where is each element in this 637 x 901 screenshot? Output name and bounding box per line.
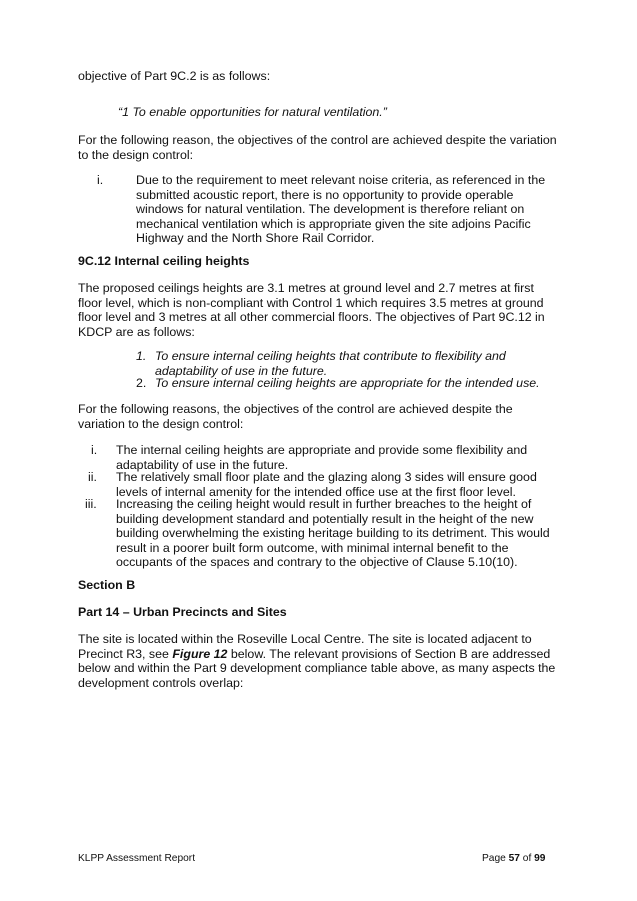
- reason-paragraph-1: For the following reason, the objectives of the control are achieved despite the variation to the design control:: [78, 133, 557, 162]
- site-text-b: below. The relevant provisions of Section B are addressed below and within the Part 9 development compliance table above, as many aspects the development controls overlap:: [78, 646, 556, 690]
- reason-paragraph-2: For the following reasons, the objectives of the control are achieved despite the variation to the design control:: [78, 402, 513, 431]
- list-text: Due to the requirement to meet relevant noise criteria, as referenced in the submitted acoustic report, there is no opportunity to provide operable windows for natural ventilation. The development is therefore reliant on mechanical ventilation which is appropriate given the site adjoins Pacific Highway and the North Shore Rail Corridor.: [136, 173, 546, 245]
- site-text-a: The site is located within the Roseville Local Centre. The site is located adjacent to Precinct R3, see: [78, 632, 532, 661]
- page-current: 57: [508, 853, 520, 864]
- ceiling-paragraph: The proposed ceilings heights are 3.1 metres at ground level and 2.7 metres at first floor level, which is non-compliant with Control 1 which requires 3.5 metres at ground floor level and 3 metres at all other commercial floors. The objectives of Part 9C.12 in KDCP are as follows:: [78, 281, 545, 339]
- list-text: Increasing the ceiling height would result in further breaches to the height of building development standard and potentially result in the height of the new building overwhelming the existing heritage building to its detriment. This would result in a poorer built form outcome, with minimal internal benefit to the occupants of the spaces and contrary to the objective of Clause 5.10(10).: [116, 497, 550, 569]
- heading-section-b: Section B: [78, 578, 136, 592]
- site-paragraph: [78, 632, 558, 690]
- footer-title: KLPP Assessment Report: [78, 853, 196, 864]
- objective-quote: “1 To enable opportunities for natural ventilation.”: [118, 105, 387, 119]
- heading-9c12: 9C.12 Internal ceiling heights: [78, 254, 250, 268]
- list-number: iii.: [85, 497, 97, 511]
- list-number: ii.: [88, 470, 97, 484]
- list-number: i.: [91, 443, 98, 457]
- figure-reference: Figure 12: [172, 646, 228, 661]
- list-text: The relatively small floor plate and the glazing along 3 sides will ensure good levels of internal amenity for the intended office use at the first floor level.: [116, 470, 537, 499]
- page-prefix: Page: [482, 853, 509, 864]
- page-total: 99: [534, 853, 546, 864]
- page-number: [482, 853, 545, 865]
- list-number: i.: [97, 173, 104, 187]
- list-number: 1.: [136, 349, 147, 363]
- list-text: To ensure internal ceiling heights that contribute to flexibility and adaptability of use in the future.: [155, 349, 506, 378]
- list-text: The internal ceiling heights are appropriate and provide some flexibility and adaptability of use in the future.: [116, 443, 528, 472]
- page-separator: of: [519, 853, 535, 864]
- list-text: To ensure internal ceiling heights are appropriate for the intended use.: [155, 376, 540, 390]
- list-number: 2.: [136, 376, 147, 390]
- heading-part-14: Part 14 – Urban Precincts and Sites: [78, 605, 287, 619]
- intro-paragraph: objective of Part 9C.2 is as follows:: [78, 69, 271, 83]
